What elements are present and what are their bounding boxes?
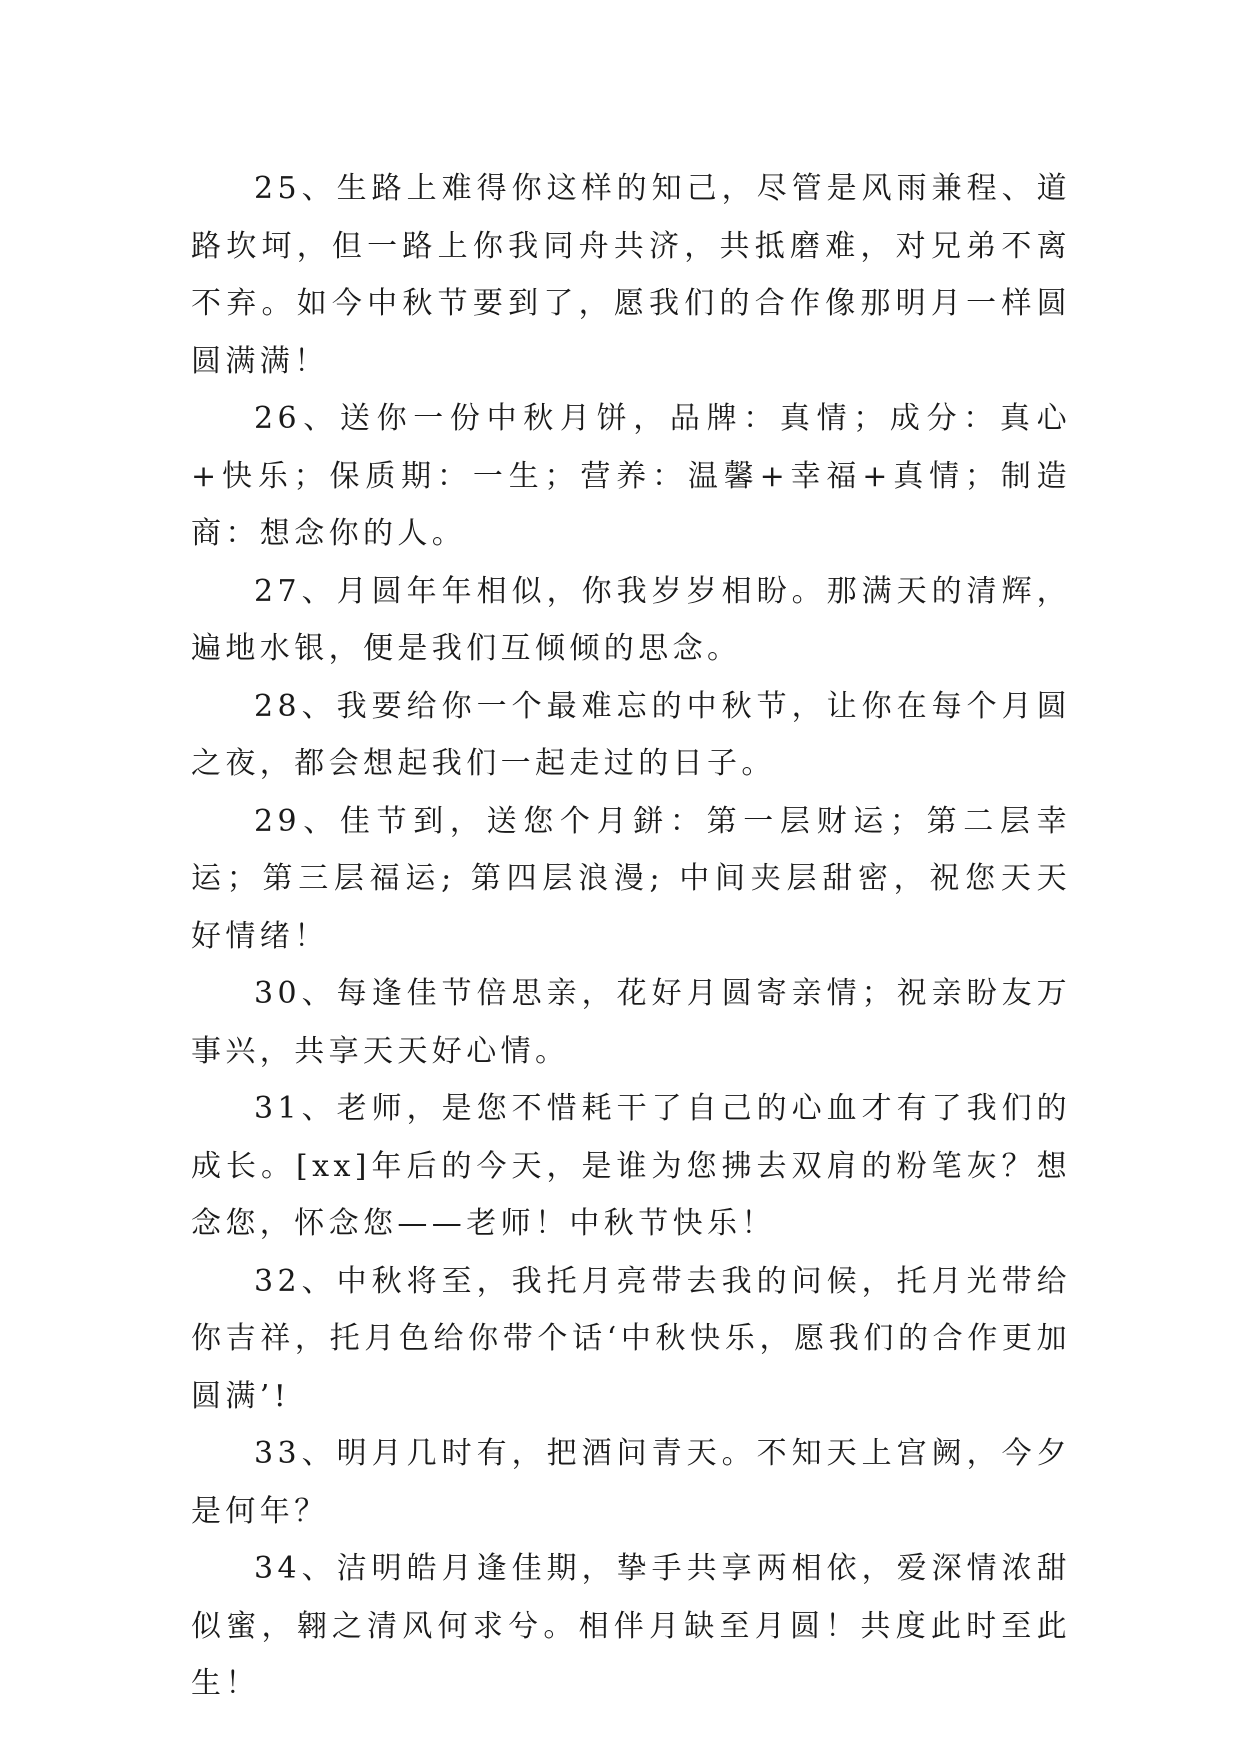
paragraph-33: 33、明月几时有，把酒问青天。不知天上宫阙，今夕是何年？ — [191, 1436, 1071, 1529]
paragraph-29: 29、佳节到，送您个月鉼：第一层财运；第二层幸运；第三层福运; 第四层浪漫; 中间夹层甜密，祝您天天好情绪！ — [191, 803, 1071, 954]
paragraph-34: 34、洁明皓月逢佳期，挚手共享两相依，爱深情浓甜似蜜，翱之清风何求兮。相伴月缺至月圆！共度此时至此生！ — [191, 1551, 1071, 1701]
paragraph-30: 30、每逢佳节倍思亲，花好月圆寄亲情；祝亲盼友万事兴，共享天天好心情。 — [191, 976, 1071, 1069]
paragraph-32: 32、中秋将至，我托月亮带去我的问候，托月光带给你吉祥，托月色给你带个话‘中秋快乐，愿我们的合作更加圆满’! — [191, 1263, 1071, 1414]
paragraph-26: 26、送你一份中秋月饼，品牌：真情；成分：真心+快乐；保质期：一生；营养：温馨+幸福+真情；制造商：想念你的人。 — [191, 401, 1071, 551]
paragraph-31: 31、老师，是您不惜耗干了自己的心血才有了我们的成长。[xx]年后的今天，是谁为您拂去双肩的粉笔灰？想念您，怀念您——老师！中秋节快乐！ — [191, 1091, 1071, 1241]
paragraph-25: 25、生路上难得你这样的知己，尽管是风雨兼程、道路坎坷，但一路上你我同舟共济，共抵磨难，对兄弟不离不弃。如今中秋节要到了，愿我们的合作像那明月一样圆圆满满！ — [191, 171, 1071, 379]
document-body — [191, 160, 1071, 1713]
paragraph-27: 27、月圆年年相似，你我岁岁相盼。那满天的清辉，遍地水银，便是我们互倾倾的思念。 — [191, 573, 1071, 666]
paragraph-28: 28、我要给你一个最难忘的中秋节，让你在每个月圆之夜，都会想起我们一起走过的日子。 — [191, 688, 1071, 781]
